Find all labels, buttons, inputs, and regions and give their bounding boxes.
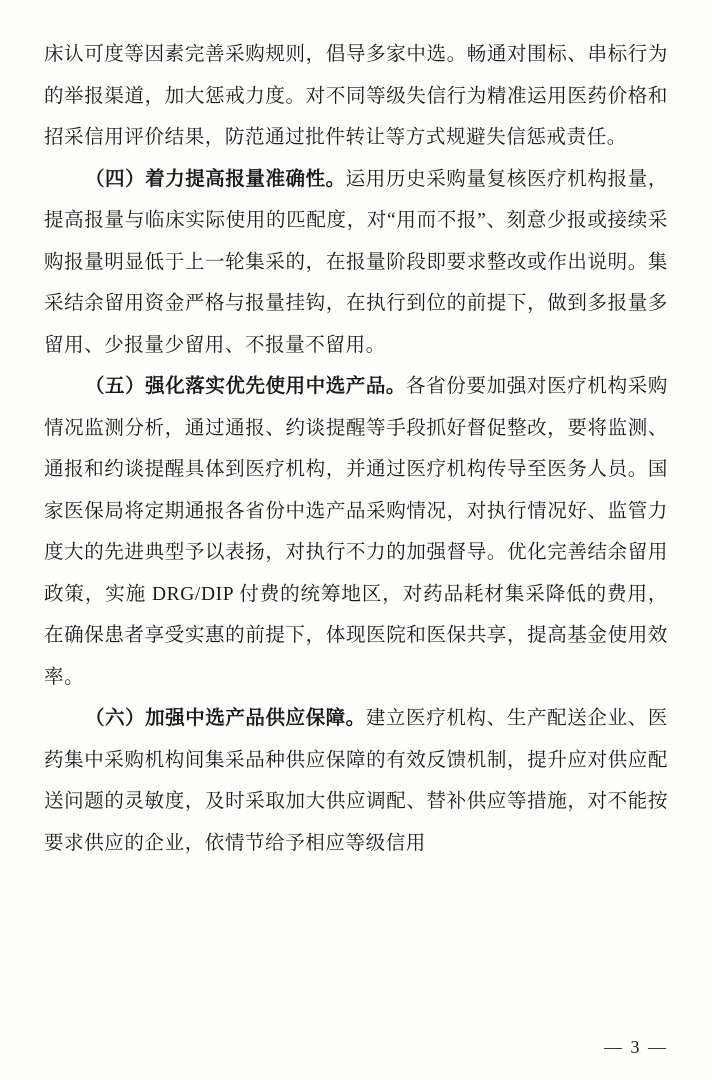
paragraph-text: 建立医疗机构、生产配送企业、医药集中采购机构间集采品种供应保障的有效反馈机制，提升应对供应配送问题的灵敏度，及时采取加大供应调配、替补供应等措施，对不能按要求供应的企业，依情节给予相应等级信用 bbox=[44, 708, 668, 854]
paragraph-heading-six: （六）加强中选产品供应保障。 bbox=[85, 708, 366, 729]
paragraph-item-five bbox=[44, 366, 668, 698]
paragraph-text: 床认可度等因素完善采购规则，倡导多家中选。畅通对围标、串标行为的举报渠道，加大惩戒力度。对不同等级失信行为精准运用医药价格和招采信用评价结果，防范通过批件转让等方式规避失信惩戒责任。 bbox=[44, 44, 668, 148]
paragraph-continued bbox=[44, 34, 668, 159]
paragraph-text: 各省份要加强对医疗机构采购情况监测分析，通过通报、约谈提醒等手段抓好督促整改，要将监测、通报和约谈提醒具体到医疗机构，并通过医疗机构传导至医务人员。国家医保局将定期通报各省份中选产品采购情况，对执行情况好、监管力度大的先进典型予以表扬，对执行不力的加强督导。优化完善结余留用政策，实施 DRG/DIP 付费的统筹地区，对药品耗材集采降低的费用，在确保患者享受实惠的前提下，体现医院和医保共享，提高基金使用效率。 bbox=[44, 376, 668, 688]
paragraph-item-four bbox=[44, 159, 668, 367]
paragraph-heading-four: （四）着力提高报量准确性。 bbox=[85, 168, 346, 190]
paragraph-text: 运用历史采购量复核医疗机构报量，提高报量与临床实际使用的匹配度，对“用而不报”、刻意少报或接续采购报量明显低于上一轮集采的，在报量阶段即要求整改或作出说明。集采结余留用资金严格与报量挂钩，在执行到位的前提下，做到多报量多留用、少报量少留用、不报量不留用。 bbox=[44, 168, 668, 356]
paragraph-heading-five: （五）强化落实优先使用中选产品。 bbox=[85, 376, 406, 397]
document-body bbox=[44, 34, 668, 864]
page-number: — 3 — bbox=[604, 1037, 668, 1057]
paragraph-item-six bbox=[44, 698, 668, 864]
